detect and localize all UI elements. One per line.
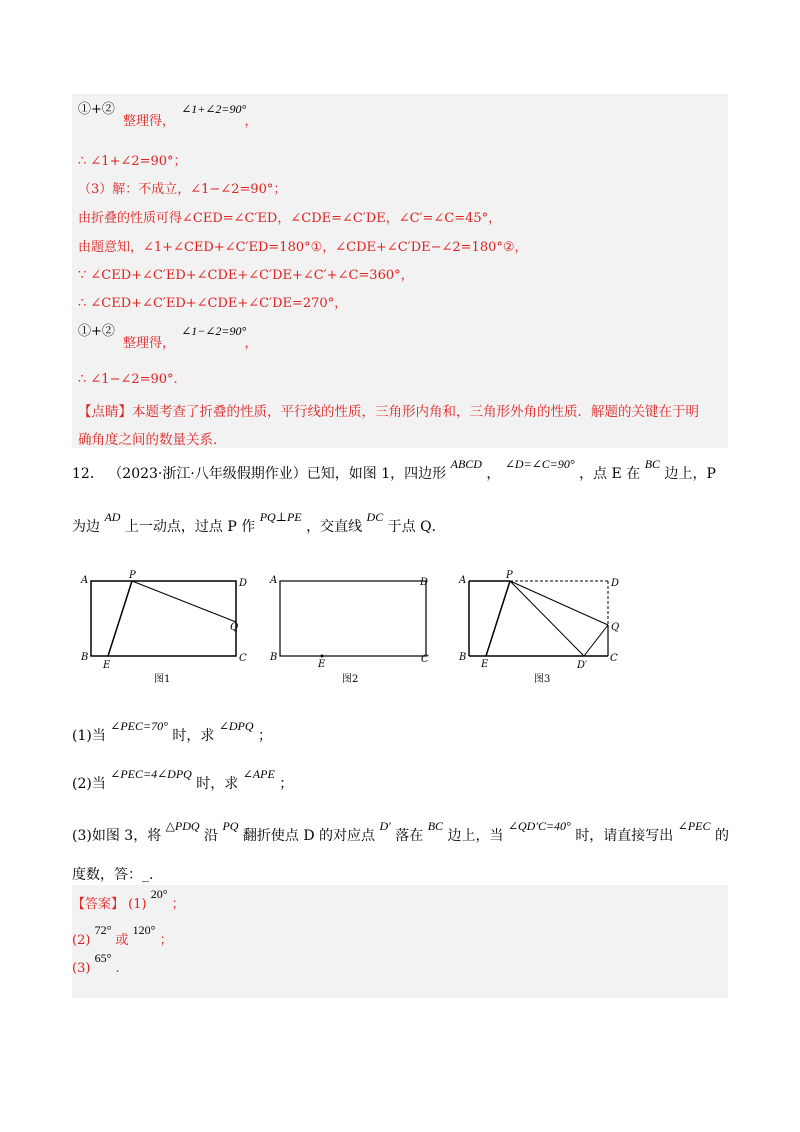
answer-label: (1) <box>128 897 147 912</box>
part-text: (3)如图 3，将 <box>72 828 162 844</box>
math-angle: ∠QD′C=40° <box>507 819 571 833</box>
answer-line-2 <box>72 923 173 948</box>
figure-2 <box>268 570 438 690</box>
comma: ， <box>244 336 258 351</box>
math-angle: ∠DPQ <box>218 719 254 733</box>
solution-line-1 <box>78 98 258 129</box>
solution-line-4: 由折叠的性质可得∠CED=∠C′ED，∠CDE=∠C′DE，∠C′=∠C=45°， <box>78 211 502 226</box>
label-e: E <box>318 659 326 670</box>
label-p: P <box>129 570 136 581</box>
label-b: B <box>270 652 278 663</box>
math-bc: BC <box>644 457 661 471</box>
answer-line-3 <box>72 951 120 976</box>
answer-box <box>72 885 728 998</box>
part-2 <box>72 767 294 793</box>
math-dc: DC <box>366 510 384 524</box>
label-b: B <box>81 652 89 663</box>
part-text: 时，请直接写出 <box>575 828 674 844</box>
solution-line-9: ∴ ∠1−∠2=90°. <box>78 372 178 387</box>
answer-label: (3) <box>72 961 91 976</box>
solution-line-6: ∵ ∠CED+∠C′ED+∠CDE+∠C′DE+∠C′+∠C=360°， <box>78 268 414 283</box>
label-b: B <box>459 652 467 663</box>
label-d: D <box>239 578 248 589</box>
math-abcd: ABCD <box>450 457 482 471</box>
answer-value: 120° <box>132 923 156 937</box>
question-text: ，交直线 <box>306 519 363 535</box>
label-d: D <box>611 578 620 589</box>
rectangle <box>91 581 239 656</box>
label-q: Q <box>230 622 239 633</box>
math-bc: BC <box>427 819 444 833</box>
point-e <box>321 655 324 658</box>
answer-value: 72° <box>94 923 112 937</box>
math-perp: PQ⊥PE <box>259 510 302 524</box>
question-source: （2023·浙江·八年级假期作业）已知，如图 1，四边形 <box>108 466 447 482</box>
figure-caption: 图2 <box>342 674 359 685</box>
label-d-prime: D′ <box>577 660 588 671</box>
label-p: P <box>506 570 513 581</box>
solution-line-5: 由题意知，∠1+∠CED+∠C′ED=180°①，∠CDE+∠C′DE−∠2=180°②， <box>78 240 528 255</box>
part-1 <box>72 719 272 745</box>
simplify-label: 整理得， <box>123 336 176 351</box>
label-c: C <box>239 653 247 664</box>
part-text: 边上，当 <box>447 828 504 844</box>
sum-marker: ①+② <box>78 324 115 339</box>
part-text: (1)当 <box>72 728 106 744</box>
question-text: ，点 E 在 <box>579 466 641 482</box>
question-number: 12． <box>72 466 104 482</box>
segment-pd-prime <box>510 581 584 656</box>
answer-label: (2) <box>72 933 91 948</box>
sum-marker: ①+② <box>78 102 115 117</box>
label-a: A <box>81 575 89 586</box>
part-text: 时，求 <box>172 728 215 744</box>
separator: ， <box>486 466 501 482</box>
part-text: (2)当 <box>72 776 106 792</box>
rectangle <box>280 581 426 656</box>
comma: ， <box>244 114 258 129</box>
solution-box <box>72 94 728 448</box>
equation: ∠1−∠2=90° <box>181 324 247 338</box>
solution-line-7: ∴ ∠CED+∠C′ED+∠CDE+∠C′DE=270°， <box>78 296 348 311</box>
question-text: 于点 Q． <box>387 519 446 535</box>
part-3-line-2: 度数，答：_. <box>72 867 154 883</box>
answer-tag: 【答案】 <box>72 897 125 912</box>
answer-line-1 <box>72 887 185 912</box>
label-a: A <box>270 575 278 586</box>
label-a: A <box>459 575 467 586</box>
label-c: C <box>610 653 618 664</box>
label-q: Q <box>611 622 620 633</box>
segment-d-prime-q <box>584 625 608 656</box>
simplify-label: 整理得， <box>123 114 176 129</box>
part-text: 时，求 <box>196 776 239 792</box>
math-pq: PQ <box>222 819 239 833</box>
label-e: E <box>103 660 111 671</box>
solution-line-3: （3）解：不成立，∠1−∠2=90°； <box>78 182 287 197</box>
figure-caption: 图1 <box>154 674 171 685</box>
math-d-prime: D′ <box>379 819 391 833</box>
label-e: E <box>481 659 489 670</box>
part-text: 沿 <box>204 828 218 844</box>
key-point-line-1: 【点睛】本题考查了折叠的性质，平行线的性质，三角形内角和，三角形外角的性质．解题的关键在于明 <box>78 404 699 420</box>
solution-line-2: ∴ ∠1+∠2=90°； <box>78 154 187 169</box>
segment-pe <box>486 581 510 656</box>
math-ad: AD <box>104 510 121 524</box>
math-angle: ∠PEC=70° <box>110 719 168 733</box>
label-d: D <box>420 577 429 588</box>
part-text: ； <box>279 776 294 792</box>
question-line-1 <box>72 457 716 483</box>
segment-pq <box>510 581 608 625</box>
solution-line-8 <box>78 320 258 351</box>
part-text: ； <box>258 728 272 744</box>
question-text: 边上，P <box>664 466 716 482</box>
question-line-2 <box>72 510 446 536</box>
punct: ； <box>171 897 185 912</box>
math-triangle: △PDQ <box>165 819 200 833</box>
part-3-line-1 <box>72 819 729 845</box>
part-text: 的 <box>714 828 729 844</box>
figure-caption: 图3 <box>534 674 551 685</box>
key-point-line-2: 确角度之间的数量关系． <box>78 432 227 448</box>
punct: ； <box>159 933 173 948</box>
part-text: 落在 <box>395 828 424 844</box>
segment-pe <box>108 581 132 656</box>
math-angle: ∠PEC=4∠DPQ <box>110 767 192 781</box>
question-text: 为边 <box>72 519 100 535</box>
answer-or: 或 <box>115 933 129 948</box>
label-c: C <box>421 654 429 665</box>
figure-3 <box>456 570 631 690</box>
math-angle: ∠APE <box>242 767 275 781</box>
segment-pq <box>132 581 236 622</box>
math-angle: ∠PEC <box>677 819 711 833</box>
punct: . <box>115 961 120 976</box>
figure-1 <box>78 570 248 690</box>
answer-value: 65° <box>94 951 112 965</box>
answer-value: 20° <box>150 887 168 901</box>
question-text: 上一动点，过点 P 作 <box>124 519 256 535</box>
math-condition: ∠D=∠C=90° <box>504 457 575 471</box>
part-text: 翻折使点 D 的对应点 <box>242 828 376 844</box>
equation: ∠1+∠2=90° <box>181 102 247 116</box>
